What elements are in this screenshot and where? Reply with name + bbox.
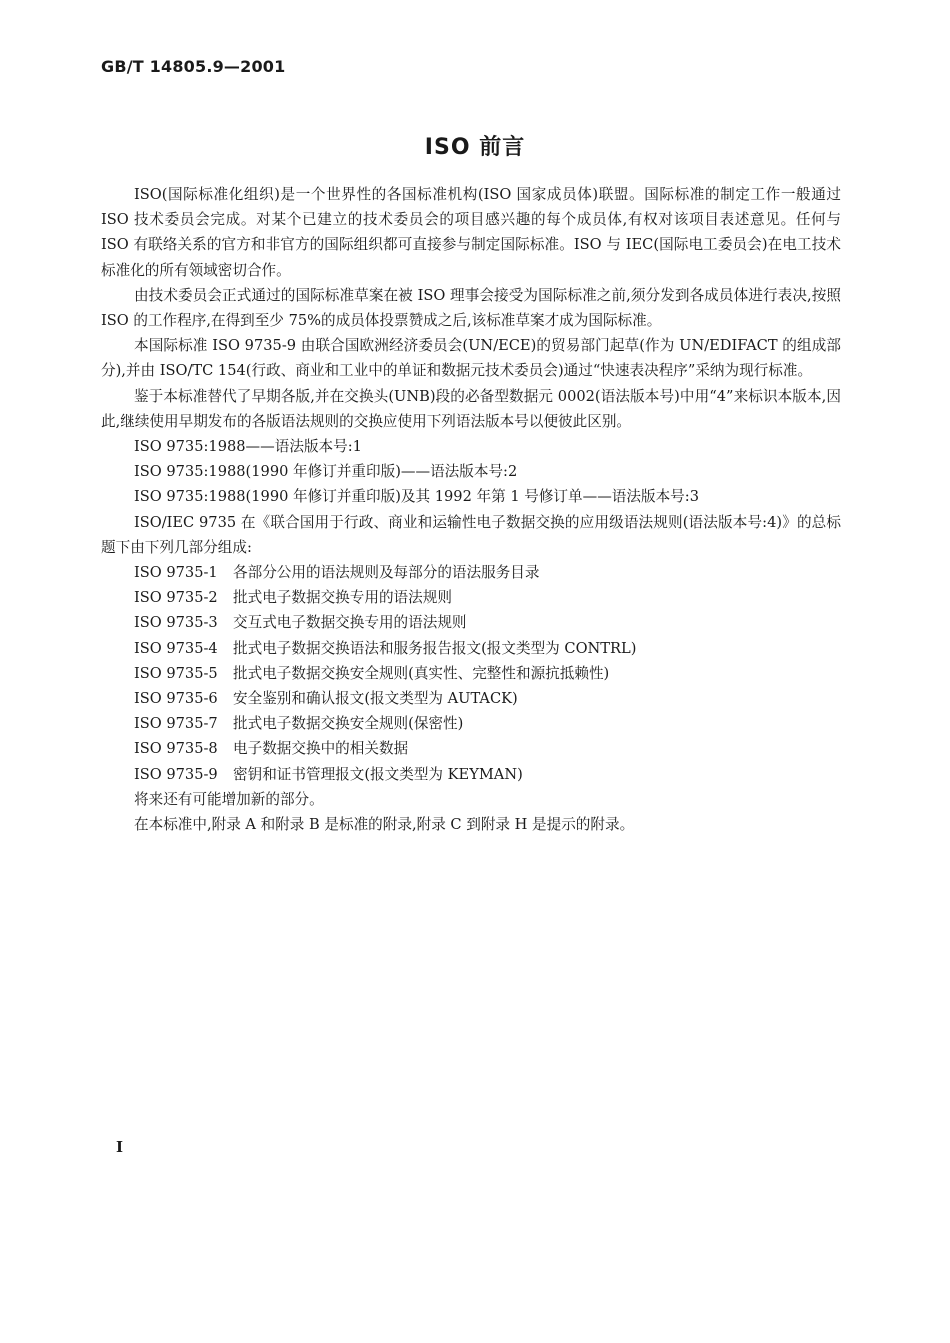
part-title: 批式电子数据交换安全规则(保密性) xyxy=(233,715,464,733)
part-code: ISO 9735-5 xyxy=(134,664,218,682)
paragraph-version-note: 鉴于本标准替代了早期各版,并在交换头(UNB)段的必备型数据元 0002(语法版本号)中用“4”来标识本版本,因此,继续使用早期发布的各版语法规则的交换应使用下列语法版本号以便彼此区别。 xyxy=(101,387,841,430)
part-title: 安全鉴别和确认报文(报文类型为 AUTACK) xyxy=(233,689,518,707)
part-title: 交互式电子数据交换专用的语法规则 xyxy=(233,614,467,632)
part-code: ISO 9735-1 xyxy=(134,564,218,582)
part-title: 密钥和证书管理报文(报文类型为 KEYMAN) xyxy=(233,765,523,783)
paragraph-iso-intro: ISO(国际标准化组织)是一个世界性的各国标准机构(ISO 国家成员体)联盟。国际标准的制定工作一般通过 ISO 技术委员会完成。对某个已建立的技术委员会的项目感兴趣的每个成员体,有权对该项目表述意见。任何与 ISO 有联络关系的官方和非官方的国际组织都可直接参与制定国际标准。ISO 与 IEC(国际电工委员会)在电工技术标准化的所有领域密切合作。 xyxy=(101,186,841,279)
list-item xyxy=(101,762,841,787)
paragraph-parts-intro: ISO/IEC 9735 在《联合国用于行政、商业和运输性电子数据交换的应用级语法规则(语法版本号:4)》的总标题下由下列几部分组成: xyxy=(101,513,841,556)
list-item xyxy=(101,610,841,635)
list-item xyxy=(101,560,841,585)
closing-line: 将来还有可能增加新的部分。 xyxy=(134,790,324,808)
part-title: 批式电子数据交换安全规则(真实性、完整性和源抗抵赖性) xyxy=(233,664,610,682)
part-title: 电子数据交换中的相关数据 xyxy=(233,740,409,758)
part-code: ISO 9735-9 xyxy=(134,765,218,783)
paragraph-drafting: 本国际标准 ISO 9735-9 由联合国欧洲经济委员会(UN/ECE)的贸易部门起草(作为 UN/EDIFACT 的组成部分),并由 ISO/TC 154(行政、商业和工业中的单证和数据元技术委员会)通过“快速表决程序”采纳为现行标准。 xyxy=(101,337,841,380)
list-item xyxy=(101,636,841,661)
list-item xyxy=(101,661,841,686)
part-code: ISO 9735-3 xyxy=(134,614,218,632)
part-title: 各部分公用的语法规则及每部分的语法服务目录 xyxy=(233,564,540,582)
page-title: ISO 前言 xyxy=(424,135,526,160)
paragraph-voting: 由技术委员会正式通过的国际标准草案在被 ISO 理事会接受为国际标准之前,须分发到各成员体进行表决,按照 ISO 的工作程序,在得到至少 75%的成员体投票赞成之后,该标准草案才成为国际标准。 xyxy=(101,286,841,330)
parts-list xyxy=(101,560,841,787)
list-item xyxy=(101,585,841,610)
part-code: ISO 9735-6 xyxy=(134,689,218,707)
document-body xyxy=(101,182,841,837)
part-title: 批式电子数据交换专用的语法规则 xyxy=(233,589,452,607)
standard-number: GB/T 14805.9—2001 xyxy=(101,57,286,76)
part-title: 批式电子数据交换语法和服务报告报文(报文类型为 CONTRL) xyxy=(233,639,637,657)
page-number: I xyxy=(116,1138,124,1156)
list-item xyxy=(101,686,841,711)
version-line: ISO 9735:1988——语法版本号:1 xyxy=(134,438,362,456)
version-line: ISO 9735:1988(1990 年修订并重印版)——语法版本号:2 xyxy=(134,463,518,481)
list-item xyxy=(101,711,841,736)
version-line: ISO 9735:1988(1990 年修订并重印版)及其 1992 年第 1 号修订单——语法版本号:3 xyxy=(134,488,699,506)
part-code: ISO 9735-2 xyxy=(134,589,218,607)
part-code: ISO 9735-7 xyxy=(134,715,218,733)
list-item xyxy=(101,736,841,761)
part-code: ISO 9735-4 xyxy=(134,639,218,657)
part-code: ISO 9735-8 xyxy=(134,740,218,758)
closing-line: 在本标准中,附录 A 和附录 B 是标准的附录,附录 C 到附录 H 是提示的附录。 xyxy=(134,815,635,833)
